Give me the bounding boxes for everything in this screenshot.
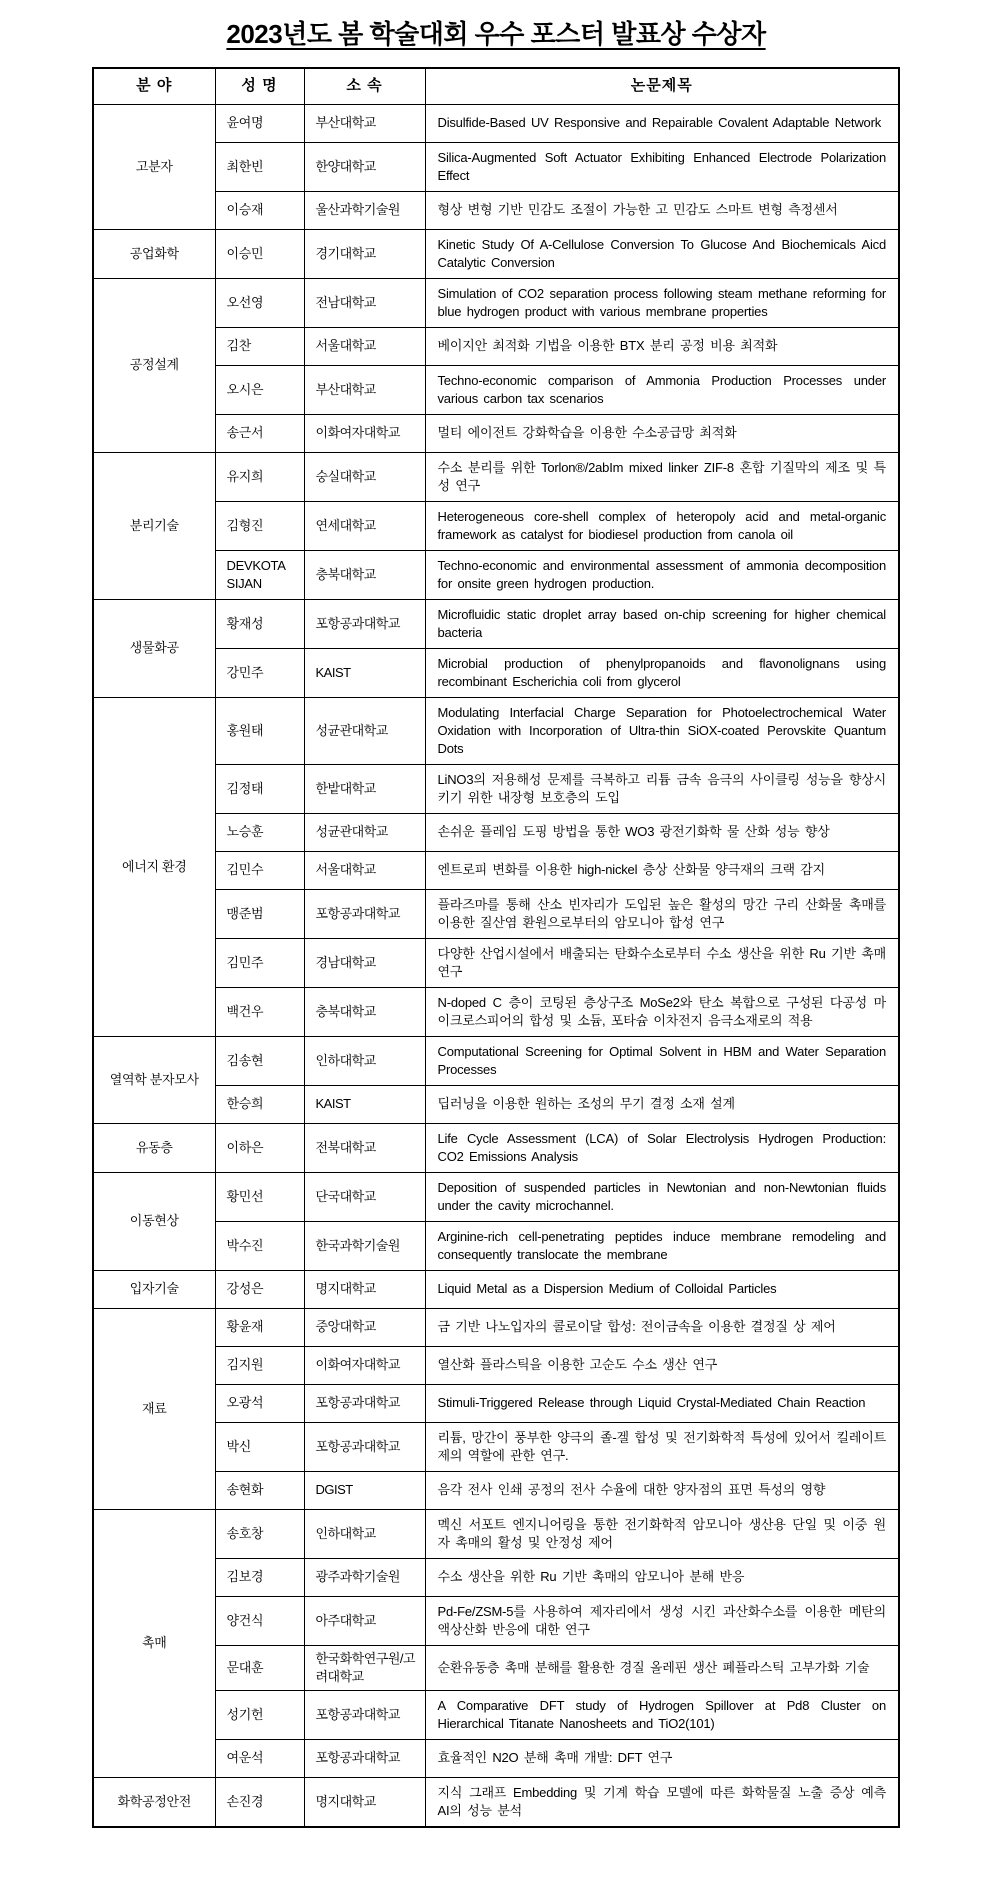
name-cell: 김형진 xyxy=(215,501,304,550)
affiliation-cell: 포항공과대학교 xyxy=(304,1384,425,1422)
affiliation-cell: 포항공과대학교 xyxy=(304,1690,425,1739)
paper-title-cell: 베이지안 최적화 기법을 이용한 BTX 분리 공정 비용 최적화 xyxy=(425,327,899,365)
name-cell: 김보경 xyxy=(215,1558,304,1596)
affiliation-cell: 경기대학교 xyxy=(304,229,425,278)
paper-title-cell: Heterogeneous core-shell complex of heteropoly acid and metal-organic framework as catalyst for biodiesel production from canola oil xyxy=(425,501,899,550)
paper-title-cell: 손쉬운 플레임 도핑 방법을 통한 WO3 광전기화학 물 산화 성능 향상 xyxy=(425,813,899,851)
table-row xyxy=(93,1308,899,1346)
paper-title-cell: A Comparative DFT study of Hydrogen Spillover at Pd8 Cluster on Hierarchical Titanate Nanosheets and TiO2(101) xyxy=(425,1690,899,1739)
affiliation-cell: 한국화학연구원/고려대학교 xyxy=(304,1645,425,1690)
column-header-paper-title: 논문제목 xyxy=(425,68,899,104)
table-row xyxy=(93,1270,899,1308)
paper-title-cell: 형상 변형 기반 민감도 조절이 가능한 고 민감도 스마트 변형 측정센서 xyxy=(425,191,899,229)
paper-title-cell: Computational Screening for Optimal Solvent in HBM and Water Separation Processes xyxy=(425,1036,899,1085)
paper-title-cell: Arginine-rich cell-penetrating peptides induce membrane remodeling and consequently translocate the membrane xyxy=(425,1221,899,1270)
affiliation-cell: 서울대학교 xyxy=(304,327,425,365)
paper-title-cell: 다양한 산업시설에서 배출되는 탄화수소로부터 수소 생산을 위한 Ru 기반 촉매 연구 xyxy=(425,938,899,987)
page-title: 2023년도 봄 학술대회 우수 포스터 발표상 수상자 xyxy=(226,19,766,49)
name-cell: 박신 xyxy=(215,1422,304,1471)
affiliation-cell: 전북대학교 xyxy=(304,1123,425,1172)
paper-title-cell: 열산화 플라스틱을 이용한 고순도 수소 생산 연구 xyxy=(425,1346,899,1384)
paper-title-cell: Techno-economic comparison of Ammonia Production Processes under various carbon tax scenarios xyxy=(425,365,899,414)
affiliation-cell: 경남대학교 xyxy=(304,938,425,987)
field-cell: 유동층 xyxy=(93,1123,215,1172)
affiliation-cell: 명지대학교 xyxy=(304,1270,425,1308)
name-cell: 황윤재 xyxy=(215,1308,304,1346)
affiliation-cell: 한국과학기술원 xyxy=(304,1221,425,1270)
header-row xyxy=(93,68,899,104)
name-cell: 유지희 xyxy=(215,452,304,501)
name-cell: 여운석 xyxy=(215,1739,304,1777)
name-cell: 한승희 xyxy=(215,1085,304,1123)
name-cell: DEVKOTA SIJAN xyxy=(215,550,304,599)
paper-title-cell: 리튬, 망간이 풍부한 양극의 졸-겔 합성 및 전기화학적 특성에 있어서 킬레이트제의 역할에 관한 연구. xyxy=(425,1422,899,1471)
affiliation-cell: 포항공과대학교 xyxy=(304,599,425,648)
affiliation-cell: 한밭대학교 xyxy=(304,764,425,813)
paper-title-cell: Modulating Interfacial Charge Separation for Photoelectrochemical Water Oxidation with Incorporation of Ultra-thin SiOX-coated Perovskite Quantum Dots xyxy=(425,697,899,764)
paper-title-cell: 멕신 서포트 엔지니어링을 통한 전기화학적 암모니아 생산용 단일 및 이중 원자 촉매의 활성 및 안정성 제어 xyxy=(425,1509,899,1558)
affiliation-cell: 명지대학교 xyxy=(304,1777,425,1827)
table-row xyxy=(93,1509,899,1558)
affiliation-cell: 포항공과대학교 xyxy=(304,1739,425,1777)
paper-title-cell: Microfluidic static droplet array based on-chip screening for higher chemical bacteria xyxy=(425,599,899,648)
paper-title-cell: Disulfide-Based UV Responsive and Repairable Covalent Adaptable Network xyxy=(425,104,899,142)
column-header-affiliation: 소 속 xyxy=(304,68,425,104)
name-cell: 맹준범 xyxy=(215,889,304,938)
name-cell: 홍원태 xyxy=(215,697,304,764)
name-cell: 백건우 xyxy=(215,987,304,1036)
affiliation-cell: 인하대학교 xyxy=(304,1509,425,1558)
affiliation-cell: 성균관대학교 xyxy=(304,697,425,764)
affiliation-cell: 광주과학기술원 xyxy=(304,1558,425,1596)
paper-title-cell: 순환유동층 촉매 분해를 활용한 경질 올레핀 생산 폐플라스틱 고부가화 기술 xyxy=(425,1645,899,1690)
paper-title-cell: Kinetic Study Of A-Cellulose Conversion To Glucose And Biochemicals Aicd Catalytic Conversion xyxy=(425,229,899,278)
paper-title-cell: 음각 전사 인쇄 공정의 전사 수율에 대한 양자점의 표면 특성의 영향 xyxy=(425,1471,899,1509)
column-header-name: 성 명 xyxy=(215,68,304,104)
affiliation-cell: 단국대학교 xyxy=(304,1172,425,1221)
affiliation-cell: KAIST xyxy=(304,648,425,697)
name-cell: 강민주 xyxy=(215,648,304,697)
affiliation-cell: 아주대학교 xyxy=(304,1596,425,1645)
name-cell: 성기헌 xyxy=(215,1690,304,1739)
table-row xyxy=(93,1036,899,1085)
name-cell: 김정태 xyxy=(215,764,304,813)
table-row xyxy=(93,278,899,327)
name-cell: 양건식 xyxy=(215,1596,304,1645)
paper-title-cell: Silica-Augmented Soft Actuator Exhibiting Enhanced Electrode Polarization Effect xyxy=(425,142,899,191)
name-cell: 황재성 xyxy=(215,599,304,648)
field-cell: 촉매 xyxy=(93,1509,215,1777)
affiliation-cell: 숭실대학교 xyxy=(304,452,425,501)
paper-title-cell: 효율적인 N2O 분해 촉매 개발: DFT 연구 xyxy=(425,1739,899,1777)
awards-table-body xyxy=(93,104,899,1827)
name-cell: 문대훈 xyxy=(215,1645,304,1690)
paper-title-cell: Pd-Fe/ZSM-5를 사용하여 제자리에서 생성 시킨 과산화수소를 이용한 메탄의 액상산화 반응에 대한 연구 xyxy=(425,1596,899,1645)
table-row xyxy=(93,229,899,278)
paper-title-cell: 플라즈마를 통해 산소 빈자리가 도입된 높은 활성의 망간 구리 산화물 촉매를 이용한 질산염 환원으로부터의 암모니아 합성 연구 xyxy=(425,889,899,938)
field-cell: 고분자 xyxy=(93,104,215,229)
name-cell: 송호창 xyxy=(215,1509,304,1558)
affiliation-cell: 포항공과대학교 xyxy=(304,1422,425,1471)
field-cell: 공업화학 xyxy=(93,229,215,278)
paper-title-cell: 지식 그래프 Embedding 및 기계 학습 모델에 따른 화학물질 노출 증상 예측 AI의 성능 분석 xyxy=(425,1777,899,1827)
paper-title-cell: LiNO3의 저용해성 문제를 극복하고 리튬 금속 음극의 사이클링 성능을 향상시키기 위한 내장형 보호층의 도입 xyxy=(425,764,899,813)
paper-title-cell: Simulation of CO2 separation process following steam methane reforming for blue hydrogen product with various membrane properties xyxy=(425,278,899,327)
table-row xyxy=(93,452,899,501)
name-cell: 김찬 xyxy=(215,327,304,365)
awards-table-header xyxy=(93,68,899,104)
paper-title-cell: N-doped C 층이 코팅된 층상구조 MoSe2와 탄소 복합으로 구성된 다공성 마이크로스피어의 합성 및 소듐, 포타슘 이차전지 음극소재로의 적용 xyxy=(425,987,899,1036)
affiliation-cell: 부산대학교 xyxy=(304,104,425,142)
affiliation-cell: 부산대학교 xyxy=(304,365,425,414)
column-header-field: 분 야 xyxy=(93,68,215,104)
affiliation-cell: KAIST xyxy=(304,1085,425,1123)
name-cell: 이승재 xyxy=(215,191,304,229)
affiliation-cell: 울산과학기술원 xyxy=(304,191,425,229)
affiliation-cell: DGIST xyxy=(304,1471,425,1509)
paper-title-cell: 수소 생산을 위한 Ru 기반 촉매의 암모니아 분해 반응 xyxy=(425,1558,899,1596)
name-cell: 박수진 xyxy=(215,1221,304,1270)
name-cell: 강성은 xyxy=(215,1270,304,1308)
name-cell: 오시은 xyxy=(215,365,304,414)
affiliation-cell: 포항공과대학교 xyxy=(304,889,425,938)
affiliation-cell: 이화여자대학교 xyxy=(304,414,425,452)
affiliation-cell: 서울대학교 xyxy=(304,851,425,889)
affiliation-cell: 연세대학교 xyxy=(304,501,425,550)
affiliation-cell: 성균관대학교 xyxy=(304,813,425,851)
paper-title-cell: Stimuli-Triggered Release through Liquid Crystal-Mediated Chain Reaction xyxy=(425,1384,899,1422)
field-cell: 분리기술 xyxy=(93,452,215,599)
affiliation-cell: 이화여자대학교 xyxy=(304,1346,425,1384)
name-cell: 손진경 xyxy=(215,1777,304,1827)
field-cell: 이동현상 xyxy=(93,1172,215,1270)
field-cell: 공정설계 xyxy=(93,278,215,452)
affiliation-cell: 인하대학교 xyxy=(304,1036,425,1085)
paper-title-cell: Microbial production of phenylpropanoids and flavonolignans using recombinant Escherichia coli from glycerol xyxy=(425,648,899,697)
name-cell: 김지원 xyxy=(215,1346,304,1384)
field-cell: 생물화공 xyxy=(93,599,215,697)
table-row xyxy=(93,1777,899,1827)
table-row xyxy=(93,1172,899,1221)
field-cell: 재료 xyxy=(93,1308,215,1509)
awards-table xyxy=(92,67,900,1828)
name-cell: 오선영 xyxy=(215,278,304,327)
name-cell: 윤여명 xyxy=(215,104,304,142)
name-cell: 김민수 xyxy=(215,851,304,889)
name-cell: 황민선 xyxy=(215,1172,304,1221)
table-row xyxy=(93,104,899,142)
name-cell: 노승훈 xyxy=(215,813,304,851)
paper-title-cell: 금 기반 나노입자의 콜로이달 합성: 전이금속을 이용한 결정질 상 제어 xyxy=(425,1308,899,1346)
affiliation-cell: 전남대학교 xyxy=(304,278,425,327)
field-cell: 화학공정안전 xyxy=(93,1777,215,1827)
paper-title-cell: 멀티 에이전트 강화학습을 이용한 수소공급망 최적화 xyxy=(425,414,899,452)
affiliation-cell: 중앙대학교 xyxy=(304,1308,425,1346)
paper-title-cell: Liquid Metal as a Dispersion Medium of Colloidal Particles xyxy=(425,1270,899,1308)
table-row xyxy=(93,697,899,764)
name-cell: 최한빈 xyxy=(215,142,304,191)
name-cell: 이승민 xyxy=(215,229,304,278)
name-cell: 김민주 xyxy=(215,938,304,987)
paper-title-cell: 수소 분리를 위한 Torlon®/2abIm mixed linker ZIF-8 혼합 기질막의 제조 및 특성 연구 xyxy=(425,452,899,501)
affiliation-cell: 충북대학교 xyxy=(304,987,425,1036)
paper-title-cell: 딥러닝을 이용한 원하는 조성의 무기 결정 소재 설계 xyxy=(425,1085,899,1123)
field-cell: 에너지 환경 xyxy=(93,697,215,1036)
name-cell: 오광석 xyxy=(215,1384,304,1422)
table-row xyxy=(93,599,899,648)
name-cell: 김송현 xyxy=(215,1036,304,1085)
name-cell: 송현화 xyxy=(215,1471,304,1509)
paper-title-cell: Techno-economic and environmental assessment of ammonia decomposition for onsite green hydrogen production. xyxy=(425,550,899,599)
affiliation-cell: 충북대학교 xyxy=(304,550,425,599)
name-cell: 이하은 xyxy=(215,1123,304,1172)
paper-title-cell: Life Cycle Assessment (LCA) of Solar Electrolysis Hydrogen Production: CO2 Emissions Analysis xyxy=(425,1123,899,1172)
field-cell: 입자기술 xyxy=(93,1270,215,1308)
name-cell: 송근서 xyxy=(215,414,304,452)
paper-title-cell: 엔트로피 변화를 이용한 high-nickel 층상 산화물 양극재의 크랙 감지 xyxy=(425,851,899,889)
table-row xyxy=(93,1123,899,1172)
paper-title-cell: Deposition of suspended particles in Newtonian and non-Newtonian fluids under the cavity microchannel. xyxy=(425,1172,899,1221)
field-cell: 열역학 분자모사 xyxy=(93,1036,215,1123)
affiliation-cell: 한양대학교 xyxy=(304,142,425,191)
